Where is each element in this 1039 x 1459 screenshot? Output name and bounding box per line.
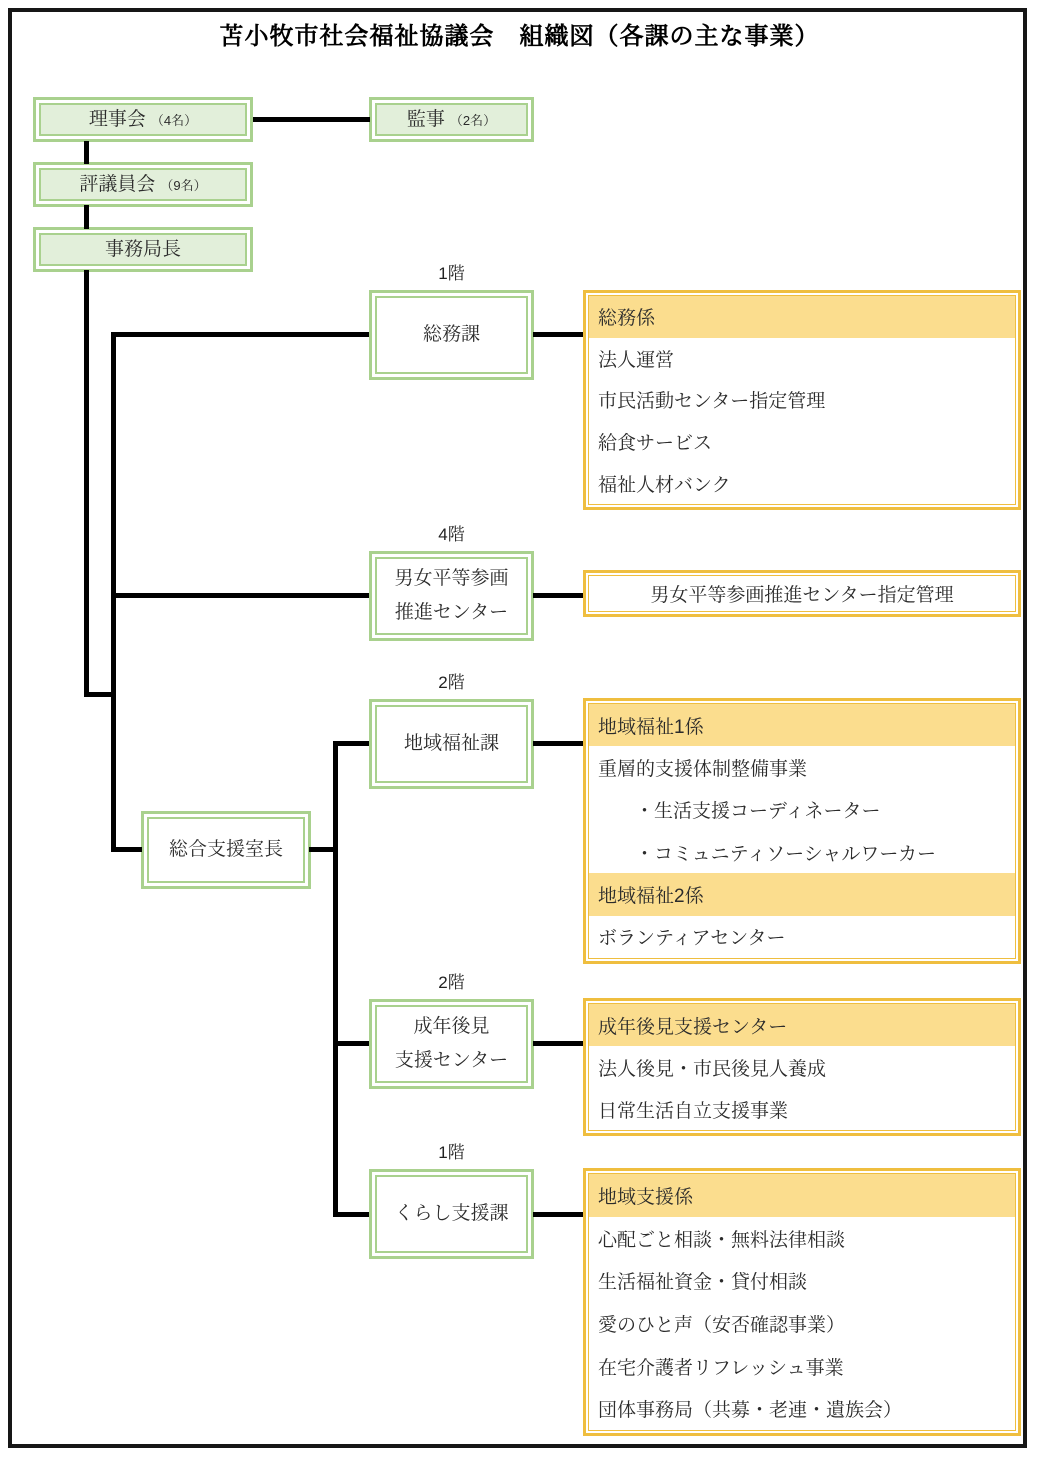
program-row: ・生活支援コーディネーター [635, 801, 881, 823]
node-community-welfare-dept [369, 699, 534, 789]
node-community-welfare-dept-label: 地域福祉課 [403, 733, 499, 754]
program-row: 生活福祉資金・貸付相談 [598, 1272, 808, 1294]
node-board-label: 理事会 [88, 108, 146, 130]
node-support-office-chief [141, 811, 311, 889]
program-row: 成年後見支援センター [589, 1004, 1015, 1046]
connector-line [253, 117, 370, 122]
program-box-adult-guardianship [583, 998, 1021, 1136]
node-board [33, 97, 253, 142]
program-row: 日常生活自立支援事業 [598, 1100, 789, 1122]
program-row: 総務係 [589, 296, 1015, 338]
floor-label-gender-equality: 4階 [438, 525, 465, 544]
chart-title: 苫小牧市社会福祉協議会 組織図（各課の主な事業） [219, 23, 820, 50]
program-box-living-support [583, 1168, 1021, 1436]
node-general-affairs-dept [369, 290, 534, 380]
node-adult-guardianship-center-label-1: 成年後見 [413, 1016, 490, 1037]
connector-line [533, 1212, 583, 1217]
program-row: 重層的支援体制整備事業 [598, 758, 808, 780]
node-auditor-label: 監事 [406, 108, 445, 130]
node-council-label: 評議員会 [79, 173, 156, 195]
connector-line [84, 270, 89, 697]
node-living-support-dept [369, 1169, 534, 1259]
floor-label-adult-guardianship: 2階 [438, 973, 465, 992]
node-council-count: （9名） [160, 177, 207, 193]
connector-line [533, 1041, 583, 1046]
program-row: 法人後見・市民後見人養成 [598, 1058, 827, 1080]
connector-line [336, 741, 369, 746]
floor-label-general-affairs: 1階 [438, 264, 465, 283]
connector-line [336, 1212, 369, 1217]
program-row: 男女平等参画推進センター指定管理 [650, 585, 954, 606]
program-row: ・コミュニティソーシャルワーカー [635, 843, 936, 865]
program-row: 給食サービス [598, 433, 713, 455]
connector-line [114, 332, 369, 337]
connector-line [114, 847, 142, 852]
node-support-office-chief-label: 総合支援室長 [168, 839, 283, 860]
connector-line [111, 332, 116, 852]
connector-line [533, 741, 583, 746]
node-secretary-general [33, 227, 253, 272]
node-gender-equality-center [369, 551, 534, 641]
program-row: 地域福祉1係 [589, 704, 1015, 746]
program-row: 法人運営 [598, 349, 675, 371]
connector-line [114, 593, 369, 598]
connector-line [333, 741, 338, 1217]
node-general-affairs-dept-label: 総務課 [422, 324, 480, 345]
node-adult-guardianship-center-label-2: 支援センター [394, 1050, 509, 1071]
node-adult-guardianship-center [369, 999, 534, 1089]
program-row: 愛のひと声（安否確認事業） [598, 1314, 846, 1336]
program-row: 地域福祉2係 [589, 873, 1015, 915]
connector-line [84, 205, 89, 229]
program-row: 福祉人材バンク [598, 474, 731, 496]
node-secretary-general-label: 事務局長 [104, 238, 181, 260]
program-row: 市民活動センター指定管理 [598, 391, 826, 413]
connector-line [533, 593, 583, 598]
program-row: 在宅介護者リフレッシュ事業 [598, 1357, 844, 1379]
node-council [33, 162, 253, 207]
program-row: 地域支援係 [589, 1174, 1015, 1217]
floor-label-community-welfare: 2階 [438, 673, 465, 692]
node-gender-equality-center-label-2: 推進センター [394, 602, 509, 623]
program-row: 心配ごと相談・無料法律相談 [598, 1229, 846, 1251]
node-auditor [369, 97, 534, 142]
program-box-community-welfare [583, 698, 1021, 964]
floor-label-living-support: 1階 [438, 1143, 465, 1162]
program-row: ボランティアセンター [598, 928, 786, 950]
program-box-gender-equality [583, 570, 1021, 617]
node-living-support-dept-label: くらし支援課 [394, 1203, 509, 1224]
program-row: 団体事務局（共募・老連・遺族会） [598, 1400, 903, 1422]
connector-line [84, 141, 89, 164]
connector-line [336, 1041, 369, 1046]
connector-line [533, 332, 583, 337]
node-gender-equality-center-label-1: 男女平等参画 [394, 568, 509, 589]
program-box-general-affairs [583, 290, 1021, 510]
node-auditor-count: （2名） [449, 112, 497, 128]
node-board-count: （4名） [150, 112, 198, 128]
